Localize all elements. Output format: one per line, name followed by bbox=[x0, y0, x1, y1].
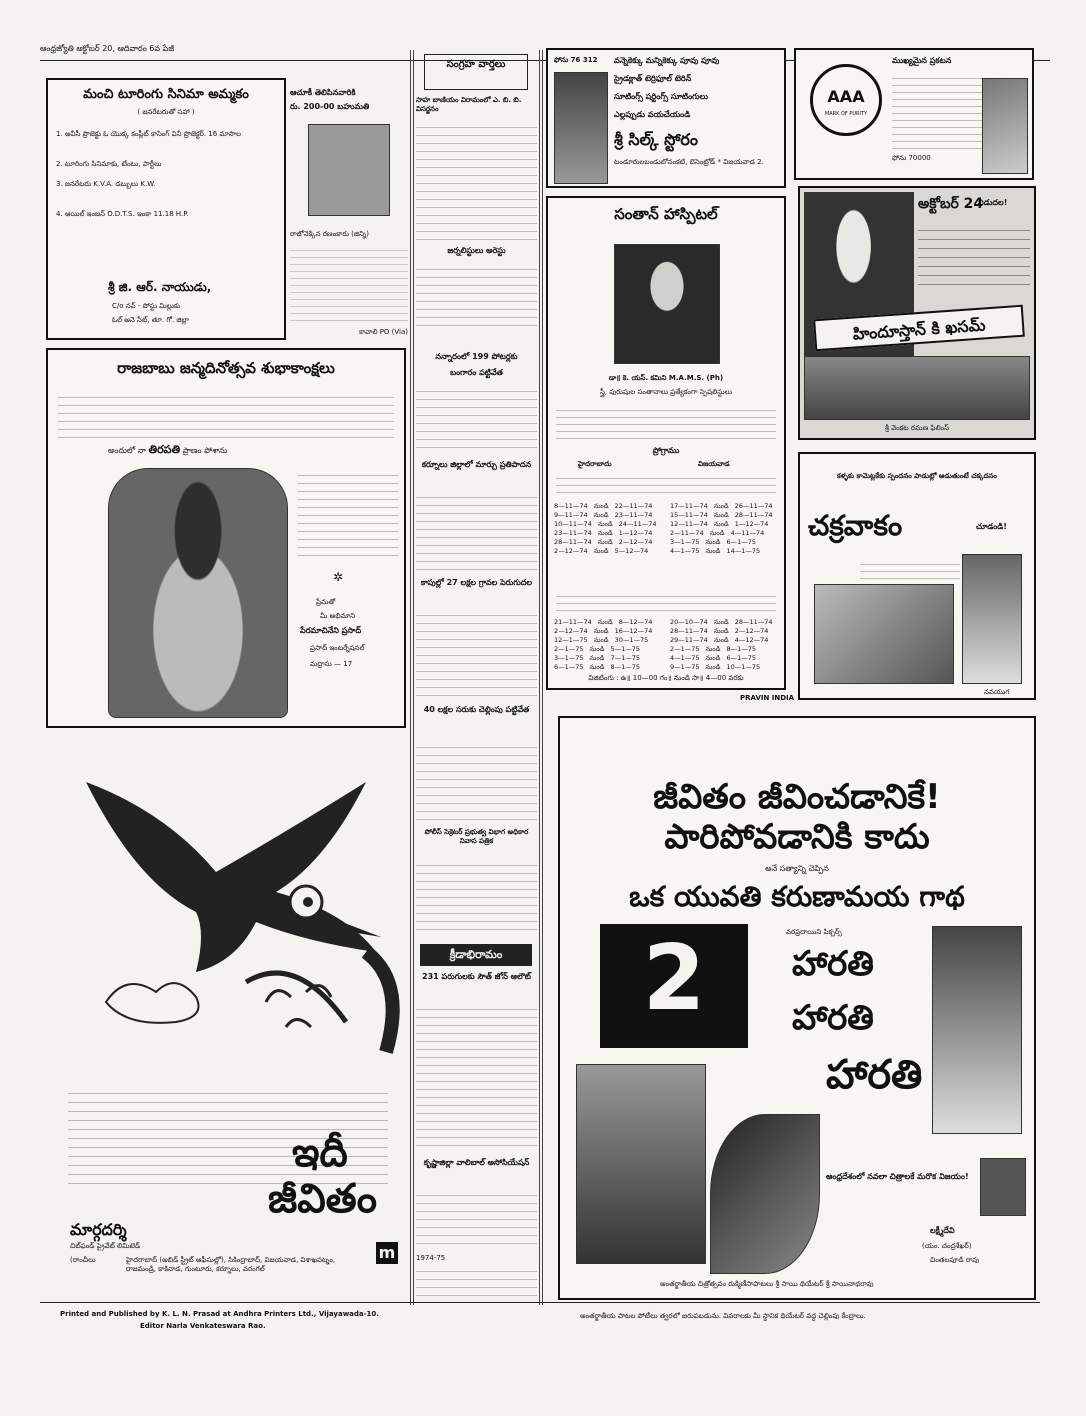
column-divider bbox=[539, 50, 540, 1305]
missing-boy-details bbox=[290, 244, 408, 324]
touring-item: 2. టూరింగు సినిమాకు, టేంటు, పార్టీలు bbox=[56, 160, 162, 168]
schedule-row bbox=[554, 511, 666, 520]
schedule-cell: 12—11—74 bbox=[670, 520, 708, 528]
news-headline: జర్నలిస్టులు అరెస్టు bbox=[447, 246, 506, 255]
harathi-success: ఆంధ్రదేశంలో నవలా చిత్రాలకే మరొక విజయం! bbox=[826, 1172, 969, 1181]
schedule-cell: 29—11—74 bbox=[670, 636, 708, 644]
touring-contact-line: C/o నవ్ - పోస్టు మిల్లుకు bbox=[112, 302, 181, 310]
schedule-cell: నుండి bbox=[705, 663, 721, 671]
schedule-cell: 21—11—74 bbox=[554, 618, 592, 626]
purity-logo-sub: MARK OF PURITY bbox=[824, 111, 868, 117]
footer-rule bbox=[40, 1302, 1040, 1303]
schedule-row bbox=[554, 538, 666, 547]
schedule-cell: 23—11—74 bbox=[614, 511, 653, 519]
schedule-cell: 9—1—75 bbox=[670, 663, 700, 671]
program-notes bbox=[556, 472, 776, 496]
footer-notice: అంతర్జాతీయ పాటల పోటీలు త్వరలో జరుపబడును. వివరాలకు మీ స్థానిక థియేటర్ వద్ద చెల్లింపు కేంద్రాలు. bbox=[580, 1312, 866, 1320]
purity-logo bbox=[810, 64, 882, 136]
schedule-cell: 6—1—75 bbox=[726, 654, 757, 662]
schedule-cell: 23—11—74 bbox=[554, 529, 592, 537]
margadarsi-brand-sub: చిట్‌ఫండ్ ప్రైవేట్ లిమిటెడ్ bbox=[70, 1242, 141, 1250]
harathi-headline: ఒక యువతి కరుణామయ గాథ bbox=[629, 880, 965, 913]
chakravakam-title: చక్రవాకం bbox=[808, 509, 903, 542]
schedule-row bbox=[670, 654, 782, 663]
schedule-cell: 22—11—74 bbox=[614, 502, 653, 510]
schedule-cell: 2—12—74 bbox=[618, 538, 653, 546]
santhan-hospital-ad bbox=[546, 196, 786, 690]
hospital-body-text bbox=[556, 404, 776, 440]
news-body bbox=[416, 740, 537, 820]
schedule-cell: నుండి bbox=[589, 663, 605, 671]
week-number: 2 bbox=[642, 926, 706, 1031]
schedule-row bbox=[670, 636, 782, 645]
news-headline: బంగారం పట్టివేత bbox=[450, 368, 503, 377]
harathi-leaf-photo bbox=[710, 1114, 820, 1274]
harathi-title: హారతి bbox=[792, 944, 874, 984]
schedule-cell: నుండి bbox=[597, 520, 613, 528]
rajababu-side-text bbox=[298, 468, 398, 558]
margadarsi-brand: మార్గదర్శి bbox=[70, 1220, 127, 1239]
schedule-row bbox=[554, 636, 666, 645]
shop-name: శ్రీ సిల్క్ స్టోరం bbox=[614, 130, 698, 149]
chakravakam-chudandi: చూడండి! bbox=[976, 522, 1007, 531]
harathi-title: హారతి bbox=[826, 1052, 923, 1098]
schedule-cell: 8—1—75 bbox=[610, 663, 641, 671]
harathi-couple-photo bbox=[576, 1064, 706, 1264]
hospital-title: సంతాన్ హాస్పిటల్ bbox=[614, 205, 718, 223]
schedule-cell: 30—1—75 bbox=[614, 636, 649, 644]
schedule-cell: నుండి bbox=[713, 627, 729, 635]
reward-line: రు. 200-00 బహుమతి bbox=[290, 102, 370, 111]
battle-scene bbox=[804, 356, 1030, 420]
schedule-cell: 5—1—75 bbox=[610, 645, 641, 653]
shop-model-photo bbox=[554, 72, 608, 184]
news-body bbox=[416, 858, 537, 934]
schedule-cell: 17—11—74 bbox=[670, 502, 708, 510]
hospital-timing: విజిటింగు : ఉ॥ 10—00 గం॥ నుండి సా॥ 4—00 వరకు bbox=[588, 674, 744, 682]
schedule-cell: నుండి bbox=[593, 627, 609, 635]
schedule-cell: 2—12—74 bbox=[554, 627, 588, 635]
news-brief-column bbox=[416, 50, 537, 940]
touring-title: మంచి టూరింగు సినిమా అమ్మకం bbox=[83, 87, 249, 102]
schedule-row bbox=[670, 627, 782, 636]
schedule-cell: 4—1—75 bbox=[670, 654, 700, 662]
schedule-cell: 1—12—74 bbox=[734, 520, 769, 528]
schedule-cell: నుండి bbox=[589, 645, 605, 653]
schedule-row bbox=[670, 502, 782, 511]
news-headline: 40 లక్షల సరుకు చెల్లింపు పట్టివేత bbox=[423, 705, 530, 714]
shop-line: ఎల్లప్పుడు వయచేయండి bbox=[614, 110, 691, 119]
schedule-right bbox=[670, 618, 782, 672]
sports-headline: 231 పరుగులకు సౌత్ జోన్ ఆలౌట్ bbox=[422, 972, 531, 981]
news-body bbox=[416, 490, 537, 570]
schedule-cell: 20—10—74 bbox=[670, 618, 708, 626]
schedule-left bbox=[554, 502, 666, 556]
rajababu-signature-name: పేరమాచినేని ప్రసాద్ bbox=[300, 626, 362, 635]
schedule-cell: 4—11—74 bbox=[730, 529, 765, 537]
release-date: అక్టోబర్ 24 bbox=[918, 196, 984, 212]
missing-boy-photo bbox=[308, 124, 390, 216]
schedule-cell: నుండి bbox=[713, 618, 729, 626]
release-theatres bbox=[918, 222, 1030, 292]
idi-jeevitam-title: జీవితం bbox=[268, 1176, 378, 1222]
schedule-cell: 16—12—74 bbox=[614, 627, 653, 635]
star-ornament: ✲ bbox=[332, 570, 344, 584]
schedule-row bbox=[670, 618, 782, 627]
schedule-row bbox=[670, 511, 782, 520]
schedule-cell: నుండి bbox=[597, 529, 613, 537]
schedule-cell: 10—1—75 bbox=[726, 663, 761, 671]
schedule-cell: 28—11—74 bbox=[734, 511, 773, 519]
shop-phone: ఫోను 76 312 bbox=[554, 56, 598, 64]
hindustan-title: హిందూస్తాన్ కి ఖసమ్ bbox=[813, 305, 1025, 352]
schedule-row bbox=[670, 547, 782, 556]
schedule-left bbox=[554, 618, 666, 672]
schedule-cell: 8—11—74 bbox=[554, 502, 588, 510]
sports-year: 1974-75 bbox=[416, 1254, 446, 1262]
schedule-cell: 6—1—75 bbox=[726, 538, 757, 546]
idi-jeevitam-title: ఇదీ bbox=[292, 1130, 348, 1176]
touring-subtitle: ( జనరేటరుతో సహా ) bbox=[137, 108, 195, 116]
margadarsi-branches: హైదరాబాద్ (అబిడ్ స్ట్రీట్ ఆఫీసుల్లో), సికింద్రాబాద్, విజయవాడ, విశాఖపట్నం, రాజమండ్రి, కాకినాడ, గుంటూరు, కర్నూలు, వరంగల్ bbox=[126, 1256, 336, 1273]
schedule-cell: నుండి bbox=[713, 520, 729, 528]
tirupati-line: అందులో నా తిరపతి ప్రాణం పోశాను bbox=[108, 443, 228, 456]
doctor-name: డా॥ కె. యస్. కమిని M.A.M.S. (Ph) bbox=[608, 374, 724, 382]
schedule-cell: 2—12—74 bbox=[734, 627, 769, 635]
chakravakam-ad bbox=[798, 452, 1036, 700]
touring-contact-line: ఓల్ అనె సేట్, తూ. గో. జిల్లా bbox=[112, 316, 189, 324]
schedule-cell: 9—11—74 bbox=[554, 511, 588, 519]
harathi-headline: పారిపోవడానికి కాదు bbox=[664, 817, 930, 857]
shop-line: వన్నెకెక్కు మన్నికెక్కు పూవు పూవు bbox=[614, 56, 720, 65]
schedule-row bbox=[554, 618, 666, 627]
schedule-cell: నుండి bbox=[705, 538, 721, 546]
schedule-cell: 6—1—75 bbox=[554, 663, 584, 671]
schedule-cell: 1—12—74 bbox=[618, 529, 653, 537]
touring-item: 4. ఆయిల్ ఇంజన్ O.D.T.S. ఇంకా 11.18 H.P. bbox=[56, 210, 189, 218]
schedule-right bbox=[670, 502, 782, 556]
chakravakam-actress-photo bbox=[962, 554, 1022, 684]
schedule-cell: 4—12—74 bbox=[734, 636, 769, 644]
reward-line: ఆచూకీ తెలిపినవారికి bbox=[290, 88, 356, 97]
sangraha-title: సంగ్రహ వార్తలు bbox=[424, 54, 528, 90]
harathi-film-ad bbox=[558, 716, 1036, 1300]
rajababu-signature: మద్రాసు — 17 bbox=[310, 660, 353, 668]
schedule-cell: 8—12—74 bbox=[618, 618, 653, 626]
touring-item: 1. అవీసీ ప్రొజెక్టు ఓ యొక్క కంప్లీట్ కాసింగ్ వినీ ప్రొజెక్టర్. 16 మాసాల bbox=[56, 130, 241, 138]
harathi-title: హారతి bbox=[792, 998, 874, 1038]
schedule-cell: నుండి bbox=[705, 645, 721, 653]
printer-line: Printed and Published by K. L. N. Prasad at Andhra Printers Ltd., Vijayawada-10. bbox=[60, 1310, 379, 1318]
krida-title: క్రీడాభిరామం bbox=[420, 944, 532, 966]
schedule-cell: 26—11—74 bbox=[734, 502, 773, 510]
hindustan-footer: శ్రీ వెంకట రమణ ఫిలింస్ bbox=[885, 424, 949, 432]
schedule-cell: నుండి bbox=[593, 636, 609, 644]
program-city: విజయవాడ bbox=[698, 460, 730, 468]
rajababu-birthday-ad bbox=[46, 348, 406, 728]
program-notes bbox=[556, 590, 776, 614]
harathi-hero-photo bbox=[980, 1158, 1026, 1216]
rajababu-signature: ప్రసాద్ ఇంటర్నేషనల్ bbox=[310, 644, 365, 652]
schedule-row bbox=[554, 654, 666, 663]
harathi-sub: అనే సత్యాన్ని చెప్పిన bbox=[765, 864, 829, 873]
schedule-row bbox=[554, 663, 666, 672]
schedule-cell: 15—11—74 bbox=[670, 511, 708, 519]
sports-headline: కృష్ణాజిల్లా వాలిబాల్ అసోసియేషన్ bbox=[423, 1158, 530, 1167]
doctor-photo bbox=[614, 244, 720, 364]
schedule-cell: నుండి bbox=[705, 547, 721, 555]
schedule-cell: నుండి bbox=[593, 547, 609, 555]
shop-address: టండూరులబండుబోనంకటి, బెసెంట్రోడ్ * విజయవాడ 2. bbox=[614, 158, 764, 166]
column-divider bbox=[542, 50, 543, 1305]
schedule-cell: నుండి bbox=[593, 511, 609, 519]
schedule-cell: 2—11—74 bbox=[670, 529, 704, 537]
harathi-footer: అంతర్జాతీయ చిత్రోత్సవం రుక్మిణీసాపాటలు శ్రీ సాయి థియేటర్ శ్రీ సాయినాథరావు bbox=[660, 1280, 874, 1288]
margadarsi-branches-label: (రాంచీలు bbox=[70, 1256, 96, 1264]
schedule-cell: 10—11—74 bbox=[554, 520, 592, 528]
sports-body bbox=[416, 1188, 537, 1250]
schedule-cell: 5—12—74 bbox=[614, 547, 649, 555]
sports-column bbox=[416, 944, 537, 1304]
schedule-row bbox=[670, 663, 782, 672]
news-body bbox=[416, 608, 537, 698]
column-divider bbox=[413, 50, 414, 1305]
release-label: విడుదల! bbox=[978, 198, 1008, 207]
schedule-row bbox=[554, 547, 666, 556]
rajababu-intro-text bbox=[58, 390, 394, 438]
news-headline: కాపుల్లో 27 లక్షల గ్రావల పెరుగుదల bbox=[420, 578, 533, 587]
schedule-cell: 7—1—75 bbox=[610, 654, 641, 662]
touring-cinema-ad bbox=[46, 78, 286, 340]
silk-store-ad bbox=[546, 48, 786, 188]
harathi-director: చింతలపూడి రావు bbox=[930, 1256, 980, 1264]
schedule-row bbox=[670, 520, 782, 529]
schedule-cell: 2—1—75 bbox=[554, 645, 584, 653]
news-body bbox=[416, 262, 537, 332]
schedule-table-1 bbox=[554, 502, 782, 586]
schedule-table-2 bbox=[554, 618, 782, 674]
schedule-cell: నుండి bbox=[597, 538, 613, 546]
missing-boy-notice bbox=[290, 80, 408, 344]
schedule-cell: నుండి bbox=[593, 502, 609, 510]
margadarsi-ad bbox=[46, 742, 406, 1294]
program-title: ప్రోగ్రాము bbox=[652, 446, 680, 455]
week-counter bbox=[600, 924, 748, 1048]
purity-product-photo bbox=[982, 78, 1028, 174]
sports-body bbox=[416, 1264, 537, 1300]
schedule-cell: నుండి bbox=[713, 502, 729, 510]
news-body bbox=[416, 120, 537, 240]
news-headline: నన్నారంలో 199 పోటర్లకు bbox=[435, 352, 518, 361]
schedule-cell: 3—1—75 bbox=[554, 654, 584, 662]
agency-credit: PRAVIN INDIA bbox=[740, 694, 795, 702]
shop-line: సూటింగ్స్ షర్టింగ్స్ సూటింగులు bbox=[614, 92, 708, 101]
harathi-actress-photo bbox=[932, 926, 1022, 1134]
touring-contact: శ్రీ జి. ఆర్. నాయుడు, bbox=[108, 280, 212, 294]
rajababu-signature: మీ అభిమాని bbox=[320, 612, 355, 620]
news-body bbox=[416, 384, 537, 454]
purity-title: ముఖ్యమైన ప్రకటన bbox=[892, 56, 952, 65]
schedule-row bbox=[554, 520, 666, 529]
hindustan-ki-kasam-ad bbox=[798, 186, 1036, 440]
schedule-cell: 2—1—75 bbox=[670, 645, 700, 653]
shop-line: స్రైడక్లాత్ టెర్రిఫూల్ టెరిన్ bbox=[614, 74, 692, 83]
harathi-banner: వరప్రదాయిని పిక్చర్స్ bbox=[786, 928, 842, 936]
rajababu-signature: ప్రేమతో bbox=[316, 598, 336, 606]
rajababu-photo bbox=[108, 468, 288, 718]
margadarsi-logo: m bbox=[376, 1242, 398, 1264]
schedule-cell: 12—1—75 bbox=[554, 636, 588, 644]
schedule-cell: 24—11—74 bbox=[618, 520, 657, 528]
news-headline: పోలీస్ సెక్రెటర్ ప్రభుత్వ విభాగ అధికార నివాస పత్రిక bbox=[424, 828, 529, 845]
chakravakam-footer: నవయుగ bbox=[984, 688, 1010, 696]
schedule-cell: నుండి bbox=[597, 618, 613, 626]
chakravakam-tagline: కళ్ళకు కామెట్లకేకు స్పందనం పాడుట్లో ఆడుతుంటే చక్కదనం bbox=[837, 472, 997, 480]
schedule-cell: నుండి bbox=[589, 654, 605, 662]
schedule-cell: నుండి bbox=[705, 654, 721, 662]
schedule-row bbox=[554, 502, 666, 511]
schedule-cell: 3—1—75 bbox=[670, 538, 700, 546]
news-headline: కర్నూలు జిల్లాలో మార్చు ప్రతిపాదన bbox=[421, 460, 532, 469]
harathi-headline: జీవితం జీవించడానికే! bbox=[653, 777, 941, 817]
purity-price: ఫోను 70000 bbox=[892, 154, 931, 162]
editor-line: Editor Narla Venkateswara Rao. bbox=[140, 1322, 266, 1330]
schedule-cell: 4—1—75 bbox=[670, 547, 700, 555]
masthead: ఆంధ్రజ్యోతి అక్టోబర్ 20, ఆదివారం 6వ పేజీ bbox=[40, 44, 175, 53]
sports-body bbox=[416, 1002, 537, 1152]
schedule-cell: నుండి bbox=[709, 529, 725, 537]
purity-logo-text: AAA bbox=[827, 87, 865, 106]
missing-boy-caption: రాజోనెక్కిన రణంకారు (జిన్ని) bbox=[290, 230, 369, 238]
harathi-director: (యం. చంద్రశేఖర్) bbox=[922, 1242, 972, 1250]
column-divider bbox=[410, 50, 411, 1305]
purity-mark-ad bbox=[794, 48, 1034, 180]
tirupati-film-name: తిరపతి bbox=[148, 443, 181, 456]
flying-bird-illustration bbox=[46, 752, 406, 1062]
schedule-row bbox=[554, 627, 666, 636]
schedule-cell: 28—11—74 bbox=[670, 627, 708, 635]
missing-boy-footer: కావాలి PO (Via) bbox=[359, 328, 408, 336]
schedule-cell: 8—1—75 bbox=[726, 645, 757, 653]
schedule-row bbox=[670, 645, 782, 654]
week-label: వ వారం bbox=[710, 1034, 736, 1043]
touring-item: 3. జనరేటరు K.V.A. డబ్బులు K.W. bbox=[56, 180, 156, 188]
schedule-cell: నుండి bbox=[713, 511, 729, 519]
schedule-cell: 2—12—74 bbox=[554, 547, 588, 555]
schedule-row bbox=[670, 538, 782, 547]
purity-body bbox=[892, 72, 982, 150]
program-city: హైదరాబాదు bbox=[578, 460, 612, 468]
hospital-subtitle: స్త్రీ, పురుషుల సంతానాలు ప్రత్యేకంగా స్పెషలిస్టులు bbox=[599, 388, 733, 396]
chakravakam-couple-photo bbox=[814, 584, 954, 684]
schedule-cell: నుండి bbox=[713, 636, 729, 644]
schedule-row bbox=[670, 529, 782, 538]
news-headline: సాహ బాణియం విరామంలో ఎ. బి. బి. విసర్జనం bbox=[416, 96, 522, 113]
chakravakam-credits bbox=[860, 558, 960, 580]
schedule-row bbox=[554, 529, 666, 538]
schedule-cell: 28—11—74 bbox=[554, 538, 592, 546]
schedule-cell: 14—1—75 bbox=[726, 547, 761, 555]
harathi-producer: లక్ష్మీదేవి bbox=[930, 1226, 955, 1235]
schedule-row bbox=[554, 645, 666, 654]
rajababu-title: రాజబాబు జన్మదినోత్సవ శుభాకాంక్షలు bbox=[117, 359, 335, 377]
schedule-cell: 28—11—74 bbox=[734, 618, 773, 626]
